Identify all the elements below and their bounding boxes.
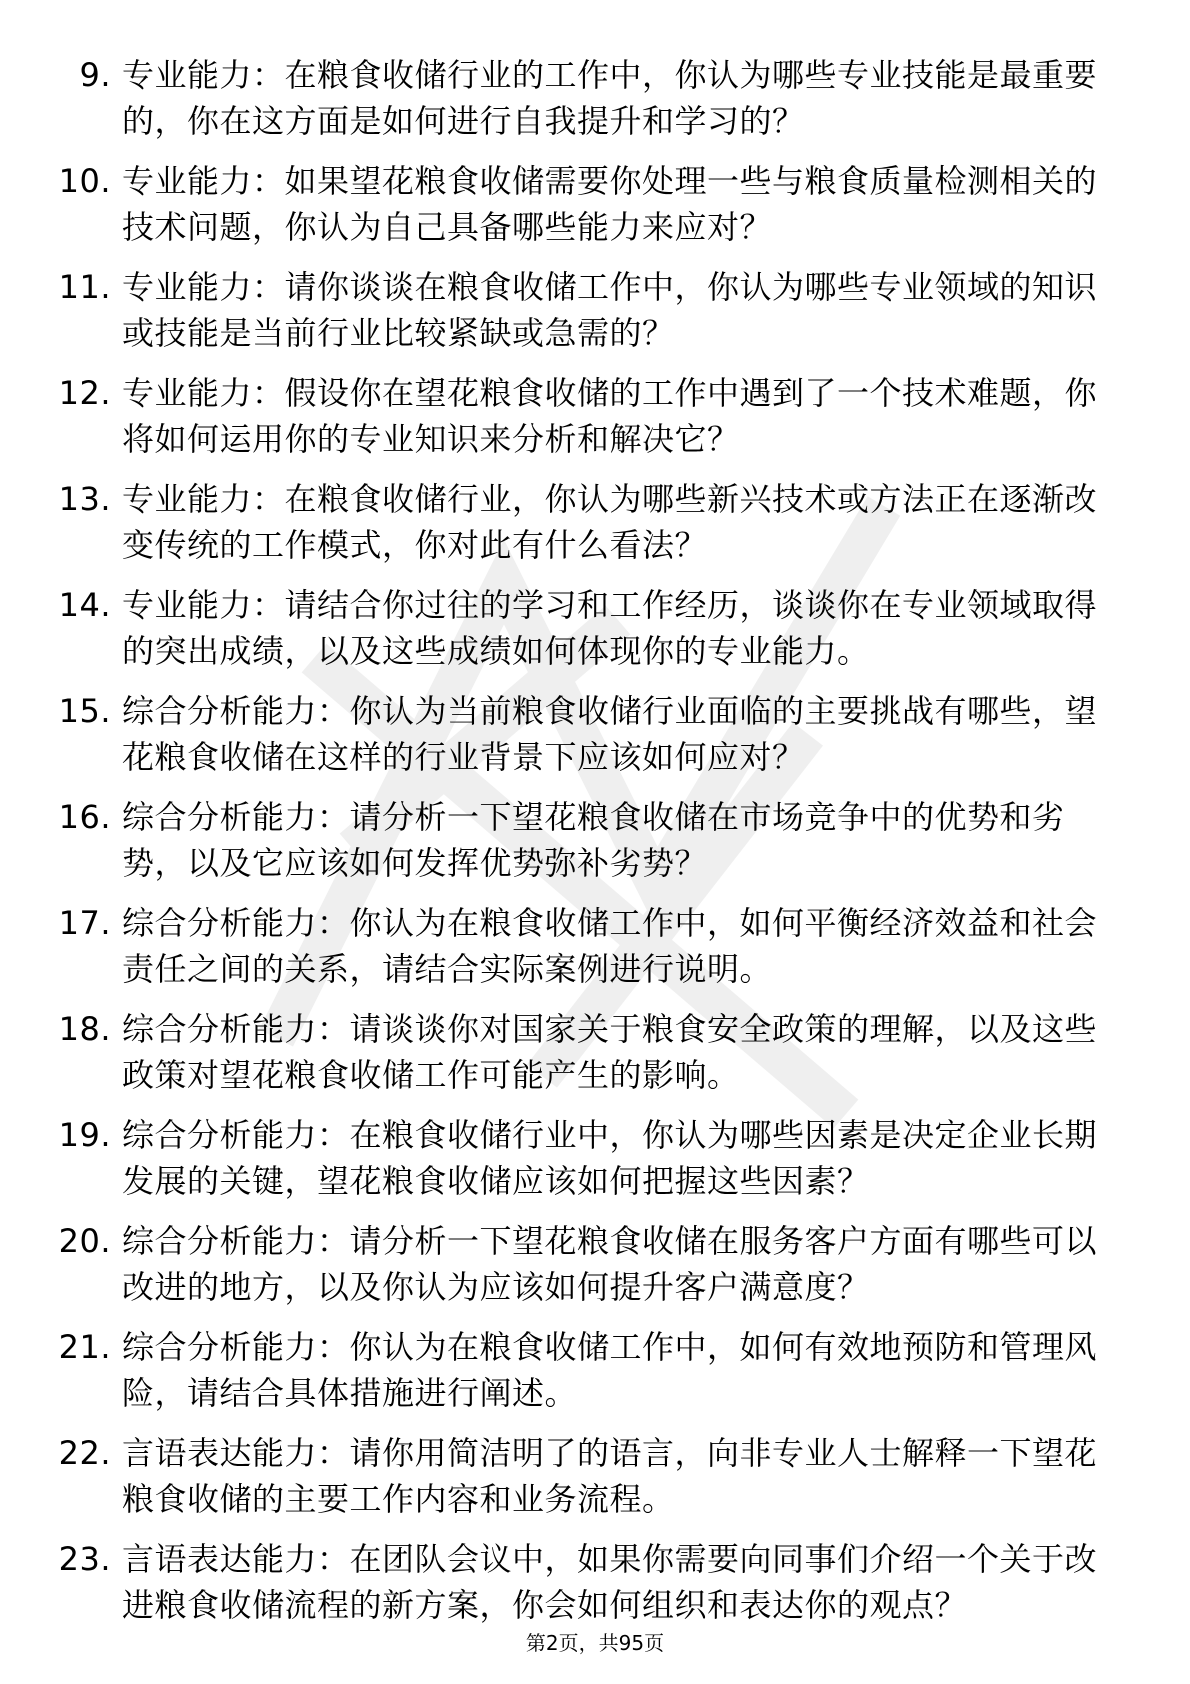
list-item [55, 1112, 1115, 1204]
page-number-label: 第2页，共95页 [525, 1631, 665, 1655]
list-item [55, 1006, 1115, 1098]
question-number: 12. [58, 374, 111, 412]
question-number: 19. [58, 1116, 111, 1154]
page-footer [0, 1630, 1190, 1656]
question-text: 专业能力：在粮食收储行业，你认为哪些新兴技术或方法正在逐渐改变传统的工作模式，你对此有什么看法？ [122, 480, 1098, 564]
question-number: 13. [58, 480, 111, 518]
list-item [55, 264, 1115, 356]
list-item [55, 158, 1115, 250]
question-text: 言语表达能力：请你用简洁明了的语言，向非专业人士解释一下望花粮食收储的主要工作内容和业务流程。 [122, 1434, 1098, 1518]
question-number: 14. [58, 586, 111, 624]
question-number: 16. [58, 798, 111, 836]
question-text: 专业能力：请你谈谈在粮食收储工作中，你认为哪些专业领域的知识或技能是当前行业比较紧缺或急需的？ [122, 268, 1098, 352]
list-item [55, 370, 1115, 462]
list-item [55, 900, 1115, 992]
question-text: 综合分析能力：你认为在粮食收储工作中，如何平衡经济效益和社会责任之间的关系，请结合实际案例进行说明。 [122, 904, 1098, 988]
question-text: 综合分析能力：请分析一下望花粮食收储在市场竞争中的优势和劣势，以及它应该如何发挥优势弥补劣势？ [122, 798, 1065, 882]
list-item [55, 1324, 1115, 1416]
question-text: 专业能力：在粮食收储行业的工作中，你认为哪些专业技能是最重要的，你在这方面是如何进行自我提升和学习的？ [122, 56, 1098, 140]
list-item [55, 1218, 1115, 1310]
list-item [55, 476, 1115, 568]
question-text: 专业能力：请结合你过往的学习和工作经历，谈谈你在专业领域取得的突出成绩，以及这些成绩如何体现你的专业能力。 [122, 586, 1098, 670]
question-number: 20. [58, 1222, 111, 1260]
list-item [55, 1430, 1115, 1522]
question-text: 综合分析能力：你认为当前粮食收储行业面临的主要挑战有哪些，望花粮食收储在这样的行业背景下应该如何应对？ [122, 692, 1098, 776]
question-number: 9. [79, 56, 111, 94]
question-number: 10. [58, 162, 111, 200]
list-item [55, 52, 1115, 144]
question-text: 专业能力：如果望花粮食收储需要你处理一些与粮食质量检测相关的技术问题，你认为自己具备哪些能力来应对？ [122, 162, 1098, 246]
list-item [55, 582, 1115, 674]
question-list [55, 52, 1115, 1642]
question-text: 综合分析能力：请分析一下望花粮食收储在服务客户方面有哪些可以改进的地方，以及你认为应该如何提升客户满意度？ [122, 1222, 1098, 1306]
list-item [55, 688, 1115, 780]
question-text: 言语表达能力：在团队会议中，如果你需要向同事们介绍一个关于改进粮食收储流程的新方案，你会如何组织和表达你的观点？ [122, 1540, 1098, 1624]
question-text: 专业能力：假设你在望花粮食收储的工作中遇到了一个技术难题，你将如何运用你的专业知识来分析和解决它？ [122, 374, 1098, 458]
question-number: 21. [58, 1328, 111, 1366]
list-item [55, 794, 1115, 886]
question-number: 22. [58, 1434, 111, 1472]
question-text: 综合分析能力：请谈谈你对国家关于粮食安全政策的理解，以及这些政策对望花粮食收储工作可能产生的影响。 [122, 1010, 1098, 1094]
question-number: 15. [58, 692, 111, 730]
question-text: 综合分析能力：在粮食收储行业中，你认为哪些因素是决定企业长期发展的关键，望花粮食收储应该如何把握这些因素？ [122, 1116, 1098, 1200]
question-number: 23. [58, 1540, 111, 1578]
question-number: 11. [58, 268, 111, 306]
question-number: 18. [58, 1010, 111, 1048]
question-text: 综合分析能力：你认为在粮食收储工作中，如何有效地预防和管理风险，请结合具体措施进行阐述。 [122, 1328, 1098, 1412]
list-item [55, 1536, 1115, 1628]
question-number: 17. [58, 904, 111, 942]
